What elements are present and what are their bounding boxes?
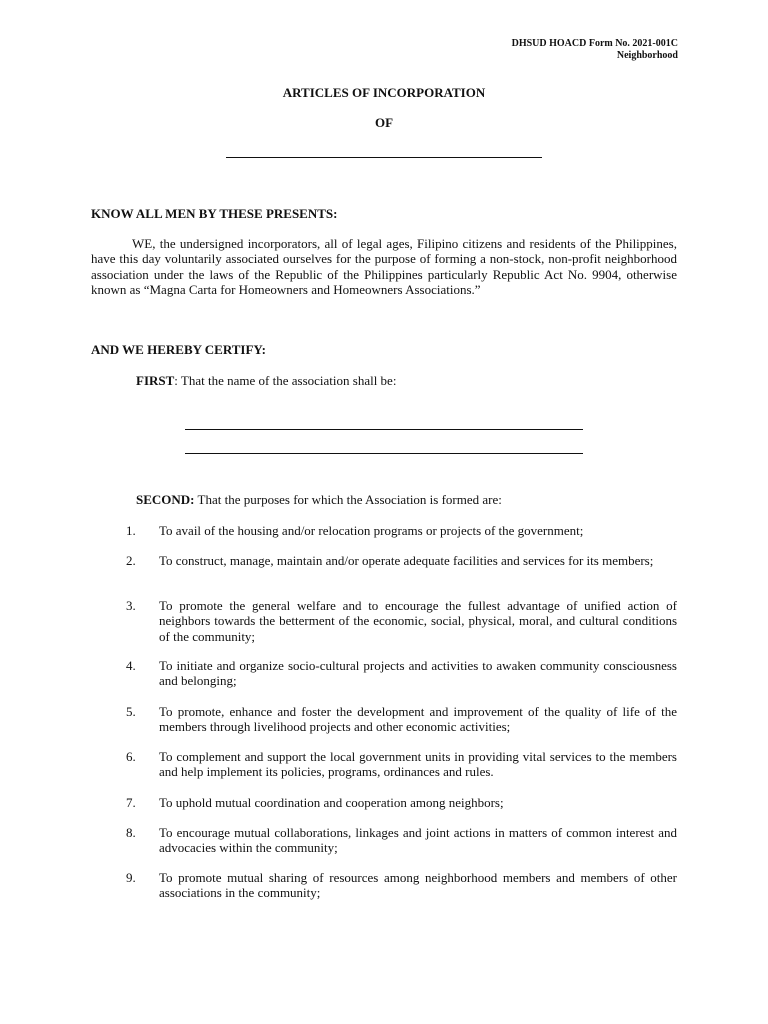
first-label: FIRST bbox=[136, 373, 175, 388]
list-item-text: To initiate and organize socio-cultural projects and activities to awaken community consciousness and belonging; bbox=[159, 658, 677, 689]
list-item-text: To promote mutual sharing of resources among neighborhood members and members of other associations in the community; bbox=[159, 870, 677, 901]
list-item bbox=[126, 658, 677, 689]
second-text: That the purposes for which the Association is formed are: bbox=[194, 492, 502, 507]
document-title: ARTICLES OF INCORPORATION bbox=[282, 85, 486, 100]
list-item-number: 7. bbox=[126, 795, 136, 810]
list-item-number: 1. bbox=[126, 523, 136, 538]
list-item-number: 5. bbox=[126, 704, 136, 719]
list-item bbox=[126, 749, 677, 780]
list-item-text: To avail of the housing and/or relocation programs or projects of the government; bbox=[159, 523, 584, 538]
list-item-text: To promote, enhance and foster the development and improvement of the quality of life of the members through livelihood projects and other economic activities; bbox=[159, 704, 677, 735]
list-item-number: 3. bbox=[126, 598, 136, 613]
preamble-paragraph: WE, the undersigned incorporators, all of legal ages, Filipino citizens and residents of the Philippines, have this day voluntarily associated ourselves for the purpose of forming a non-stock, non-profit neighborhood association under the laws of the Republic of the Philippines particularly Republic Act No. 9904, otherwise known as “Magna Carta for Homeowners and Homeowners Associations.” bbox=[91, 236, 677, 297]
list-item bbox=[126, 523, 677, 538]
list-item-text: To complement and support the local government units in providing vital services to the members and help implement its policies, programs, ordinances and rules. bbox=[159, 749, 677, 780]
second-clause bbox=[136, 492, 502, 508]
second-label: SECOND: bbox=[136, 492, 195, 507]
form-number: DHSUD HOACD Form No. 2021-001C bbox=[511, 38, 678, 49]
list-item bbox=[126, 553, 677, 568]
first-text: : That the name of the association shall be: bbox=[174, 373, 397, 388]
list-item-text: To encourage mutual collaborations, linkages and joint actions in matters of common interest and advocacies within the community; bbox=[159, 825, 677, 856]
first-clause bbox=[136, 373, 396, 389]
list-item bbox=[126, 870, 677, 901]
document-title-of: OF bbox=[374, 115, 394, 130]
form-type: Neighborhood bbox=[616, 50, 678, 61]
list-item bbox=[126, 598, 677, 644]
list-item-number: 2. bbox=[126, 553, 136, 568]
association-name-blank bbox=[226, 157, 542, 158]
certify-heading: AND WE HEREBY CERTIFY: bbox=[91, 342, 266, 357]
list-item bbox=[126, 704, 677, 735]
list-item-text: To construct, manage, maintain and/or operate adequate facilities and services for its members; bbox=[159, 553, 654, 568]
list-item-number: 8. bbox=[126, 825, 136, 840]
name-blank-line-1 bbox=[185, 429, 583, 430]
list-item bbox=[126, 825, 677, 856]
preamble-heading: KNOW ALL MEN BY THESE PRESENTS: bbox=[91, 206, 338, 221]
list-item-number: 6. bbox=[126, 749, 136, 764]
list-item bbox=[126, 795, 677, 810]
name-blank-line-2 bbox=[185, 453, 583, 454]
list-item-text: To uphold mutual coordination and cooperation among neighbors; bbox=[159, 795, 504, 810]
form-identifier bbox=[512, 38, 678, 62]
list-item-text: To promote the general welfare and to encourage the fullest advantage of unified action of neighbors towards the betterment of the economic, social, physical, moral, and cultural conditions of the community; bbox=[159, 598, 677, 644]
list-item-number: 4. bbox=[126, 658, 136, 673]
list-item-number: 9. bbox=[126, 870, 136, 885]
